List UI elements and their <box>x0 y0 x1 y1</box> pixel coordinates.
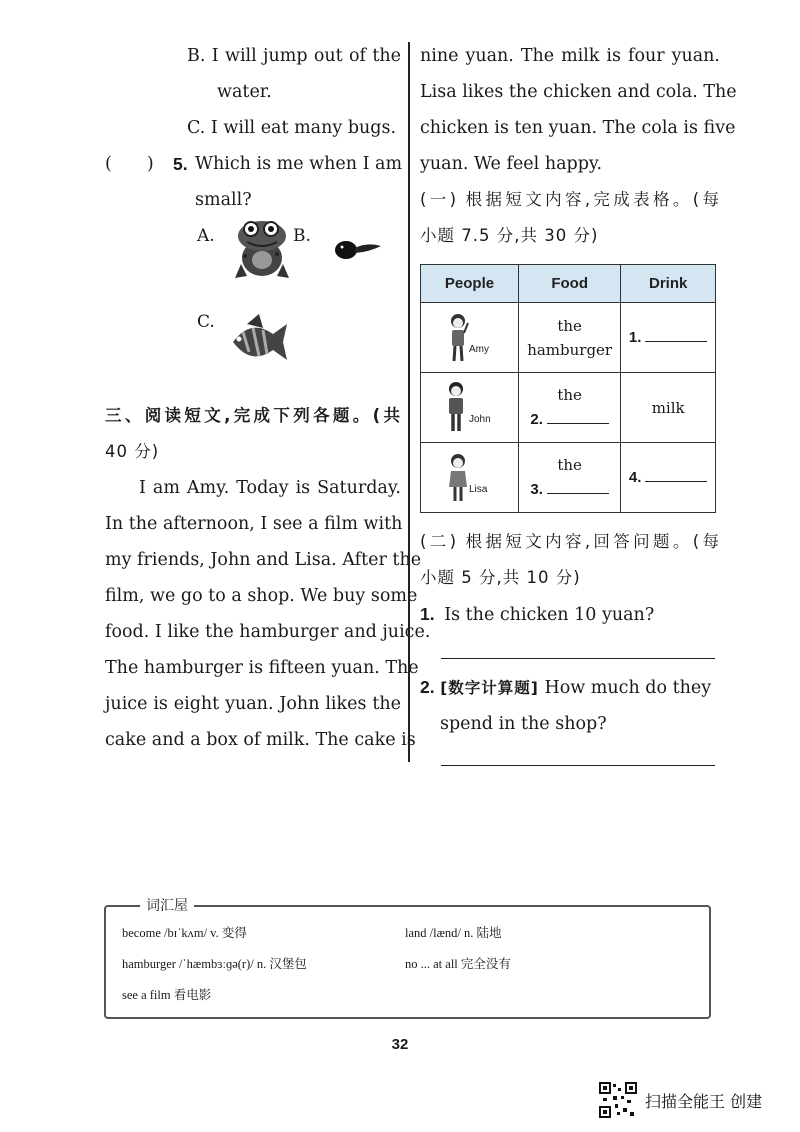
drink-cell[interactable] <box>621 443 716 513</box>
vocab-item: become /bɪˈkʌm/ v. 变得 <box>122 926 247 940</box>
header-people: People <box>421 265 519 303</box>
q2-text-line2: spend in the shop? <box>440 714 607 734</box>
vocab-item: land /lænd/ n. 陆地 <box>405 926 502 940</box>
answer-line-q1[interactable] <box>441 658 715 659</box>
q5-option-c-row <box>105 314 401 394</box>
option-b-label: B. <box>293 226 311 246</box>
q1-text: Is the chicken 10 yuan? <box>444 605 655 625</box>
part2-title-line1: (二) 根据短文内容,回答问题。(每 <box>420 532 720 551</box>
passage-line: food. I like the hamburger and juice. <box>105 622 431 642</box>
question-1 <box>420 596 720 633</box>
answer-blank[interactable] <box>547 480 609 494</box>
vocab-item: no ... at all 完全没有 <box>405 957 511 971</box>
passage-line: chicken is ten yuan. The cola is five <box>420 118 736 138</box>
q4-option-b-line2: water. <box>217 82 272 102</box>
q2-number: 2. <box>420 677 435 697</box>
blank-number: 4. <box>628 469 642 486</box>
table-row <box>421 373 716 443</box>
girl-icon <box>447 313 469 363</box>
vocab-title-rule <box>113 905 133 907</box>
food-cell <box>519 303 621 373</box>
tadpole-icon[interactable] <box>333 238 383 262</box>
food-text: the <box>557 456 582 474</box>
column-divider <box>408 42 410 762</box>
left-column <box>105 38 431 758</box>
boy-icon <box>445 381 467 433</box>
food-text: the <box>557 316 582 335</box>
q4-option-b-line1: B. I will jump out of the <box>187 46 401 66</box>
answer-line-q2[interactable] <box>441 765 715 766</box>
q5-question-line2: small? <box>195 190 252 210</box>
frog-icon[interactable] <box>233 216 291 282</box>
q2-text: How much do they <box>544 678 712 698</box>
header-drink: Drink <box>621 265 716 303</box>
table-header-row <box>421 265 716 303</box>
answer-table <box>420 264 716 513</box>
answer-blank[interactable] <box>645 328 707 342</box>
drink-cell[interactable] <box>621 303 716 373</box>
answer-paren[interactable]: ( ) <box>105 154 154 174</box>
passage-line: yuan. We feel happy. <box>420 154 603 174</box>
vocab-item: hamburger /ˈhæmbɜːɡə(r)/ n. 汉堡包 <box>122 957 307 971</box>
passage-line: In the afternoon, I see a film with <box>105 514 403 534</box>
passage-line: juice is eight yuan. John likes the <box>105 694 401 714</box>
answer-blank[interactable] <box>645 468 707 482</box>
passage-line: I am Amy. Today is Saturday. <box>139 478 401 498</box>
passage-line: Lisa likes the chicken and cola. The <box>420 82 737 102</box>
person-cell-lisa <box>421 443 519 513</box>
page-number: 32 <box>391 1036 409 1053</box>
person-name: Amy <box>469 344 489 355</box>
qr-code-icon <box>599 1082 637 1118</box>
passage-line: my friends, John and Lisa. After the <box>105 550 422 570</box>
part2-section <box>420 524 720 742</box>
food-text: the <box>557 386 582 404</box>
passage-line: nine yuan. The milk is four yuan. <box>420 46 720 66</box>
passage-line: The hamburger is fifteen yuan. The <box>105 658 419 678</box>
question-2 <box>420 669 720 706</box>
vocab-item: see a film 看电影 <box>122 988 212 1002</box>
q4-option-c: C. I will eat many bugs. <box>187 118 397 138</box>
table-row <box>421 443 716 513</box>
person-cell-amy <box>421 303 519 373</box>
q1-number: 1. <box>420 604 435 624</box>
section3-title-line2: 40 分) <box>105 442 160 461</box>
section3-title-line1: 三、阅读短文,完成下列各题。(共 <box>105 406 401 425</box>
blank-number: 1. <box>628 329 642 346</box>
table-row <box>421 303 716 373</box>
passage-line: cake and a box of milk. The cake is <box>105 730 416 750</box>
option-c-label: C. <box>197 312 215 332</box>
blank-number: 2. <box>530 411 543 428</box>
scanner-watermark <box>599 1082 762 1118</box>
right-column <box>420 38 737 254</box>
q5-options-ab <box>105 218 401 314</box>
q5-question-line1 <box>105 146 401 182</box>
q5-text: Which is me when I am <box>195 154 403 174</box>
food-cell[interactable] <box>519 373 621 443</box>
blank-number: 3. <box>530 481 543 498</box>
header-food: Food <box>519 265 621 303</box>
person-cell-john <box>421 373 519 443</box>
part2-title-line2: 小题 5 分,共 10 分) <box>420 568 581 587</box>
drink-cell: milk <box>621 373 716 443</box>
option-a-label: A. <box>197 226 215 246</box>
food-cell[interactable] <box>519 443 621 513</box>
part1-title-line1: (一) 根据短文内容,完成表格。(每 <box>420 190 720 209</box>
q2-tag: [数字计算题] <box>440 679 539 697</box>
part1-title-line2: 小题 7.5 分,共 30 分) <box>420 226 599 245</box>
q5-number: 5. <box>173 154 188 174</box>
answer-blank[interactable] <box>547 410 609 424</box>
fish-icon[interactable] <box>229 314 289 368</box>
person-name: Lisa <box>469 484 488 495</box>
food-text: hamburger <box>527 340 613 359</box>
scanner-text: 扫描全能王 创建 <box>645 1091 763 1111</box>
passage-line: film, we go to a shop. We buy some <box>105 586 418 606</box>
vocab-title: 词汇屋 <box>140 895 194 915</box>
girl-icon <box>447 453 469 503</box>
person-name: John <box>469 414 491 425</box>
